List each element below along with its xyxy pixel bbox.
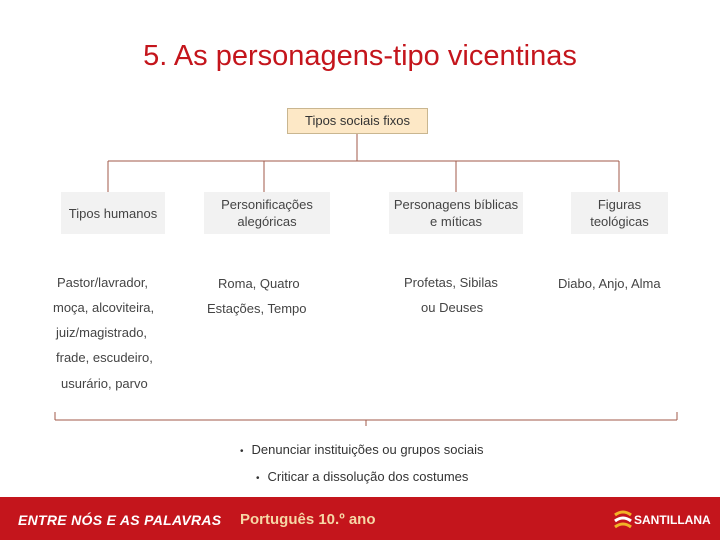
footer-bar — [0, 497, 720, 540]
category-figuras-teologicas: Figuras teológicas — [571, 192, 668, 234]
example-text: Diabo, Anjo, Alma — [558, 276, 661, 291]
example-text: ou Deuses — [421, 300, 484, 315]
example-text: usurário, parvo — [61, 376, 148, 391]
root-node: Tipos sociais fixos — [287, 108, 428, 134]
example-text: juiz/magistrado, — [56, 325, 148, 340]
example-text: frade, escudeiro, — [56, 350, 153, 365]
bullet-icon: • — [256, 473, 260, 484]
example-text: Profetas, Sibilas — [404, 275, 498, 290]
category-personificacoes: Personificações alegóricas — [204, 192, 330, 234]
page-title: 5. As personagens-tipo vicentinas — [143, 40, 577, 72]
category-personagens-biblicas: Personagens bíblicas e míticas — [389, 192, 523, 234]
santillana-logo — [612, 505, 712, 533]
example-text: Roma, Quatro — [218, 276, 300, 291]
bullet-icon: • — [240, 446, 244, 457]
footer-course: Português 10.º ano — [240, 511, 376, 528]
example-text: moça, alcoviteira, — [53, 300, 155, 315]
conclusion-item: • Denunciar instituições ou grupos sociais — [240, 442, 484, 457]
logo-wordmark: SANTILLANA — [634, 513, 711, 527]
category-tipos-humanos: Tipos humanos — [61, 192, 165, 234]
bracket — [55, 412, 677, 426]
logo-icon — [612, 509, 634, 533]
footer-series-title: ENTRE NÓS E AS PALAVRAS — [18, 512, 222, 528]
example-text: Estações, Tempo — [207, 301, 307, 316]
example-text: Pastor/lavrador, — [57, 275, 149, 290]
conclusion-item: • Criticar a dissolução dos costumes — [256, 469, 469, 484]
